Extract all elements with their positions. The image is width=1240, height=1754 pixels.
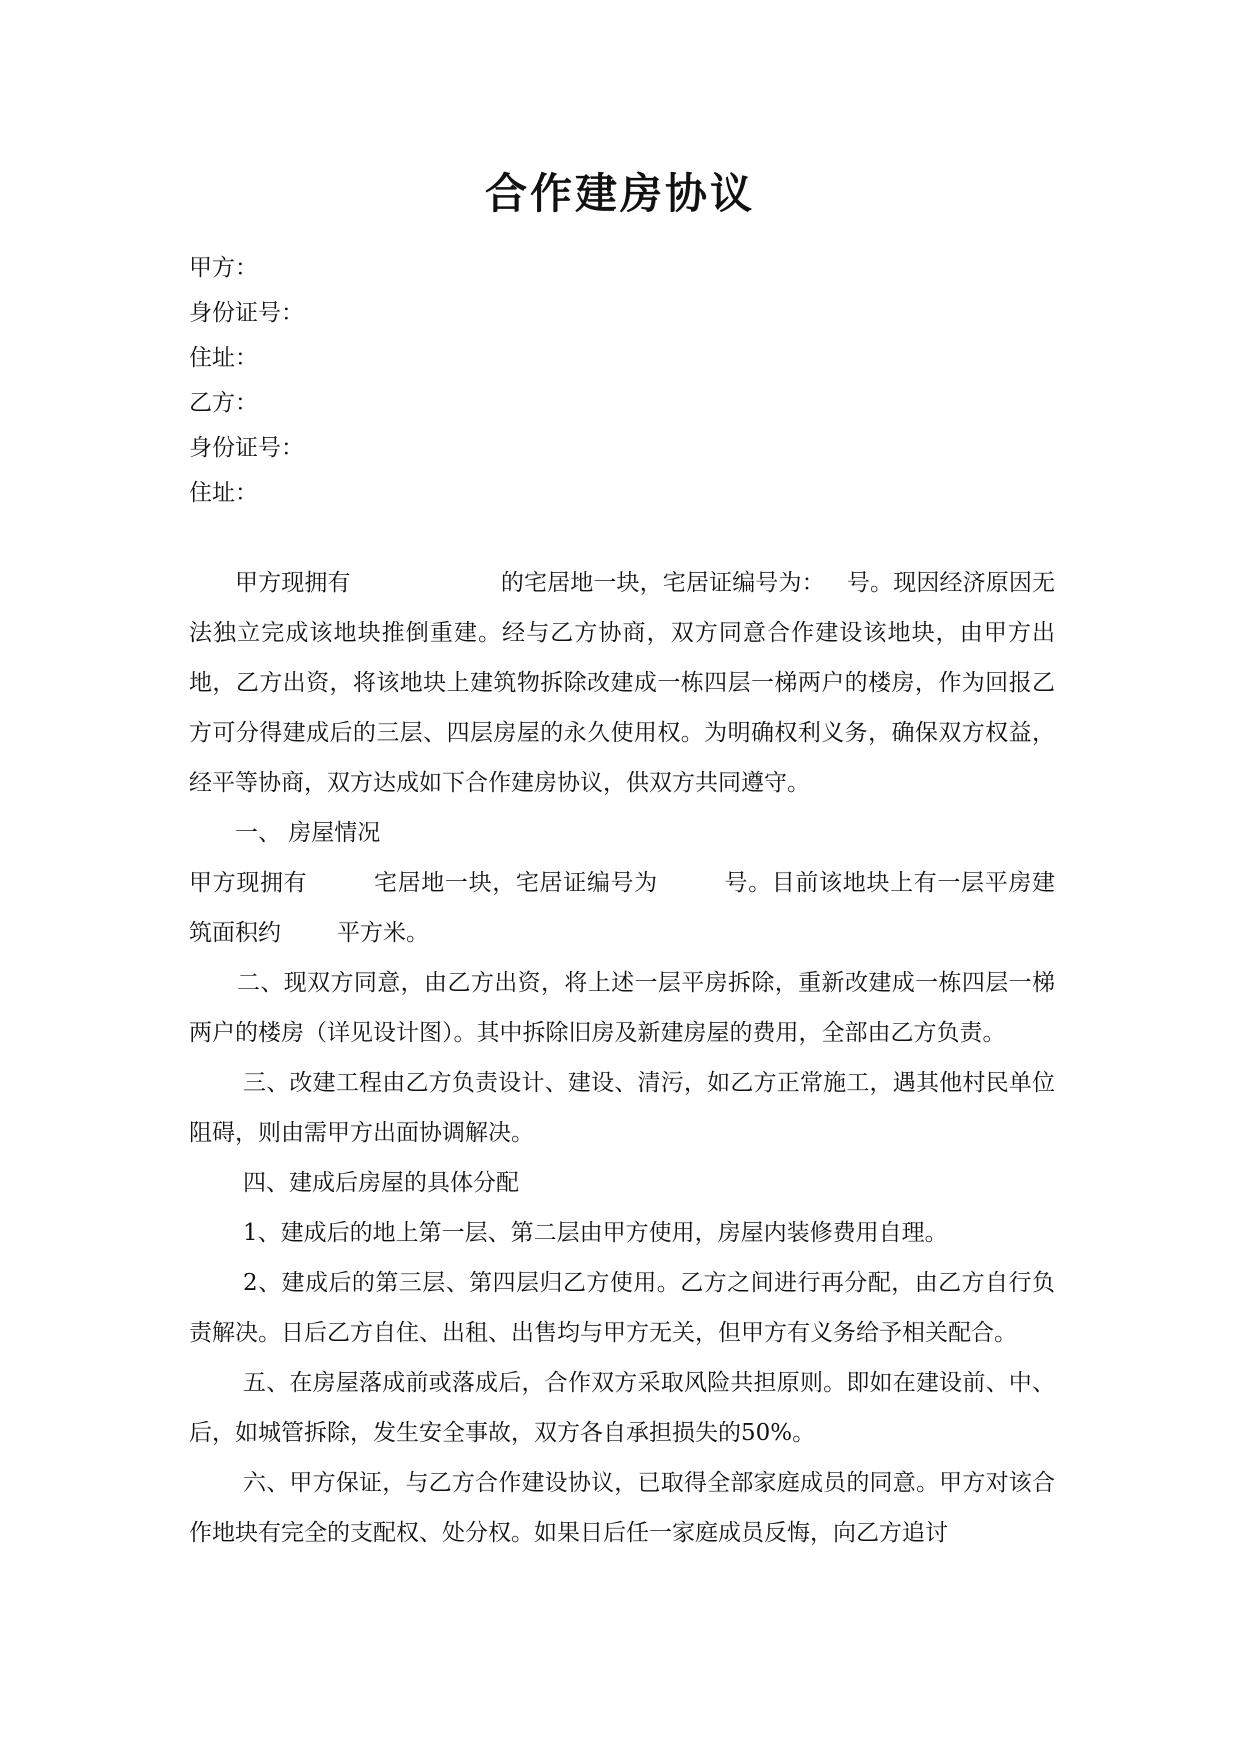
party-b-address-field: 住址： [189, 480, 258, 506]
section-1-text-2: 宅居地一块，宅居证编号为 [373, 870, 658, 896]
section-6-paragraph: 六、甲方保证，与乙方合作建设协议，已取得全部家庭成员的同意。甲方对该合作地块有完全的支配权、处分权。如果日后任一家庭成员反悔，向乙方追讨 [189, 1470, 1055, 1546]
section-1-text-4: 平方米。 [337, 920, 429, 946]
section-1-text-3: 号。目前该地块上有一层平房建筑面积约 [189, 870, 1055, 946]
section-2-paragraph: 二、现双方同意，由乙方出资，将上述一层平房拆除，重新改建成一栋四层一梯两户的楼房（详见设计图）。其中拆除旧房及新建房屋的费用，全部由乙方负责。 [189, 970, 1055, 1046]
party-b-name-field: 乙方： [189, 390, 258, 416]
party-a-name-field: 甲方： [189, 255, 258, 281]
section-4-item-1: 1、建成后的地上第一层、第二层由甲方使用，房屋内装修费用自理。 [243, 1220, 948, 1246]
party-a-address-field: 住址： [189, 345, 258, 371]
intro-text-2: 的宅居地一块，宅居证编号为： [500, 570, 825, 596]
intro-paragraph [189, 558, 1055, 808]
section-5-paragraph: 五、在房屋落成前或落成后，合作双方采取风险共担原则。即如在建设前、中、后，如城管拆除，发生安全事故，双方各自承担损失的50%。 [189, 1370, 1055, 1446]
section-1-text [189, 858, 1055, 958]
party-b-id-field: 身份证号： [189, 435, 304, 461]
section-4-heading: 四、建成后房屋的具体分配 [243, 1170, 519, 1196]
section-1-heading: 一、 房屋情况 [235, 820, 381, 846]
party-a-id-field: 身份证号： [189, 300, 304, 326]
section-3-paragraph: 三、改建工程由乙方负责设计、建设、清污，如乙方正常施工，遇其他村民单位阻碍，则由需甲方出面协调解决。 [189, 1070, 1055, 1146]
section-1-text-1: 甲方现拥有 [189, 870, 308, 896]
agreement-body [189, 558, 1055, 1558]
intro-text-3: 号。现因经济原因无法独立完成该地块推倒重建。经与乙方协商，双方同意合作建设该地块，由甲方出地，乙方出资，将该地块上建筑物拆除改建成一栋四层一梯两户的楼房，作为回报乙方可分得建成后的三层、四层房屋的永久使用权。为明确权利义务，确保双方权益，经平等协商，双方达成如下合作建房协议，供双方共同遵守。 [189, 570, 1056, 796]
intro-text-1: 甲方现拥有 [235, 570, 351, 596]
parties-block [189, 246, 1089, 516]
document-title: 合作建房协议 [484, 169, 755, 218]
section-4-item-2: 2、建成后的第三层、第四层归乙方使用。乙方之间进行再分配，由乙方自行负责解决。日后乙方自住、出租、出售均与甲方无关，但甲方有义务给予相关配合。 [189, 1270, 1055, 1346]
